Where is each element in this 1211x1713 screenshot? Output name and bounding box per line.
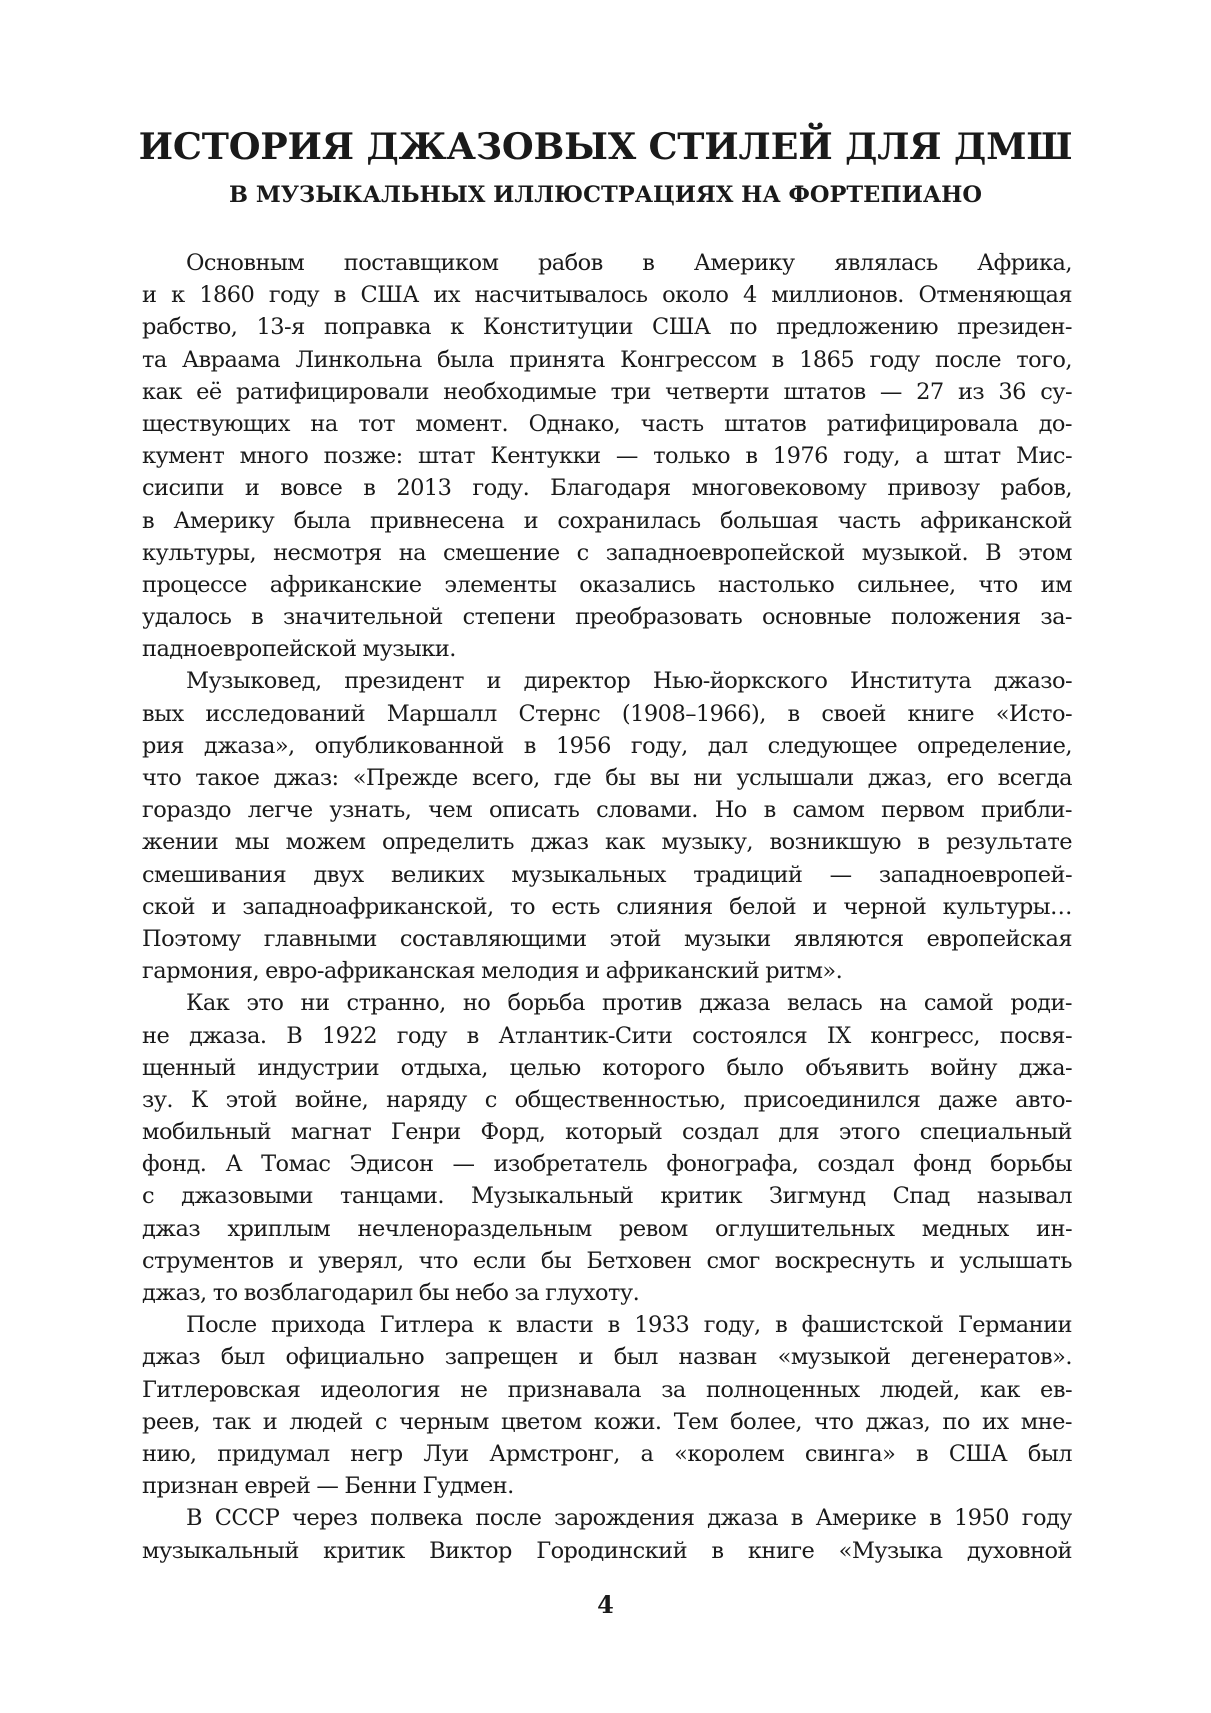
text-line: зу. К этой войне, наряду с общественностью, присоединился даже авто- (142, 1086, 1072, 1113)
text-line: сисипи и вовсе в 2013 году. Благодаря многовековому привозу рабов, (142, 475, 1072, 502)
text-line: ской и западноафриканской, то есть слияния белой и черной культуры… (142, 893, 1072, 920)
text-line: жении мы можем определить джаз как музыку, возникшую в результате (142, 829, 1072, 856)
page-title: ИСТОРИЯ ДЖАЗОВЫХ СТИЛЕЙ ДЛЯ ДМШ (138, 125, 1073, 168)
text-line: удалось в значительной степени преобразовать основные положения за- (142, 604, 1072, 631)
text-line: рабство, 13-я поправка к Конституции США по предложению президен- (142, 314, 1072, 341)
text-line: гармония, евро-африканская мелодия и африканский ритм». (142, 958, 843, 985)
text-line: музыкальный критик Виктор Городинский в книге «Музыка духовной (142, 1537, 1072, 1564)
text-line: признан еврей — Бенни Гудмен. (142, 1473, 514, 1500)
text-line: как её ратифицировали необходимые три четверти штатов — 27 из 36 су- (142, 378, 1072, 405)
text-line: В СССР через полвека после зарождения джаза в Америке в 1950 году (186, 1505, 1072, 1532)
text-line: ществующих на тот момент. Однако, часть штатов ратифицировала до- (142, 410, 1072, 437)
text-line: и к 1860 году в США их насчитывалось около 4 миллионов. Отменяющая (142, 282, 1072, 309)
text-line: мобильный магнат Генри Форд, который создал для этого специальный (142, 1119, 1072, 1146)
text-line: Как это ни странно, но борьба против джаза велась на самой роди- (186, 990, 1072, 1017)
text-line: процессе африканские элементы оказались настолько сильнее, что им (142, 571, 1072, 598)
text-line: та Авраама Линкольна была принята Конгрессом в 1865 году после того, (142, 346, 1072, 373)
text-line: что такое джаз: «Прежде всего, где бы вы ни услышали джаз, его всегда (142, 765, 1072, 791)
text-line: Основным поставщиком рабов в Америку являлась Африка, (186, 250, 1072, 276)
text-line: кумент много позже: штат Кентукки — только в 1976 году, а штат Мис- (142, 443, 1072, 470)
text-line: джаз был официально запрещен и был назван «музыкой дегенератов». (142, 1344, 1072, 1371)
text-line: После прихода Гитлера к власти в 1933 году, в фашистской Германии (186, 1312, 1072, 1339)
text-line: вых исследований Маршалл Стернс (1908–1966), в своей книге «Исто- (142, 700, 1072, 727)
text-line: не джаза. В 1922 году в Атлантик-Сити состоялся IX конгресс, посвя- (142, 1022, 1072, 1049)
body-text (142, 247, 1072, 1567)
text-line: Гитлеровская идеология не признавала за полноценных людей, как ев- (142, 1376, 1072, 1403)
text-line: нию, придумал негр Луи Армстронг, а «королем свинга» в США был (142, 1440, 1072, 1467)
text-line: струментов и уверял, что если бы Бетховен смог воскреснуть и услышать (142, 1247, 1072, 1274)
text-line: в Америку была привнесена и сохранилась большая часть африканской (142, 507, 1072, 534)
text-line: реев, так и людей с черным цветом кожи. Тем более, что джаз, по их мне- (142, 1408, 1072, 1435)
paragraph (142, 1502, 1072, 1566)
text-line: гораздо легче узнать, чем описать словами. Но в самом первом прибли- (142, 797, 1072, 824)
page-subtitle: В МУЗЫКАЛЬНЫХ ИЛЛЮСТРАЦИЯХ НА ФОРТЕПИАНО (228, 182, 983, 208)
page-number: 4 (597, 1590, 614, 1619)
text-line: рия джаза», опубликованной в 1956 году, дал следующее определение, (142, 732, 1072, 759)
paragraph (142, 987, 1072, 1309)
text-line: фонд. А Томас Эдисон — изобретатель фонографа, создал фонд борьбы (142, 1151, 1072, 1178)
text-line: падноевропейской музыки. (142, 636, 456, 663)
text-line: культуры, несмотря на смешение с западноевропейской музыкой. В этом (142, 539, 1072, 566)
paragraph (142, 1309, 1072, 1502)
text-line: Поэтому главными составляющими этой музыки являются европейская (142, 925, 1072, 952)
paragraph (142, 665, 1072, 987)
text-line: джаз хриплым нечленораздельным ревом оглушительных медных ин- (142, 1215, 1072, 1242)
text-line: щенный индустрии отдыха, целью которого было объявить войну джа- (142, 1054, 1072, 1081)
text-line: с джазовыми танцами. Музыкальный критик Зигмунд Спад называл (142, 1183, 1072, 1210)
text-line: смешивания двух великих музыкальных традиций — западноевропей- (142, 861, 1072, 888)
paragraph (142, 247, 1072, 665)
text-line: джаз, то возблагодарил бы небо за глухоту. (142, 1280, 640, 1306)
text-line: Музыковед, президент и директор Нью-йоркского Института джазо- (186, 668, 1072, 695)
